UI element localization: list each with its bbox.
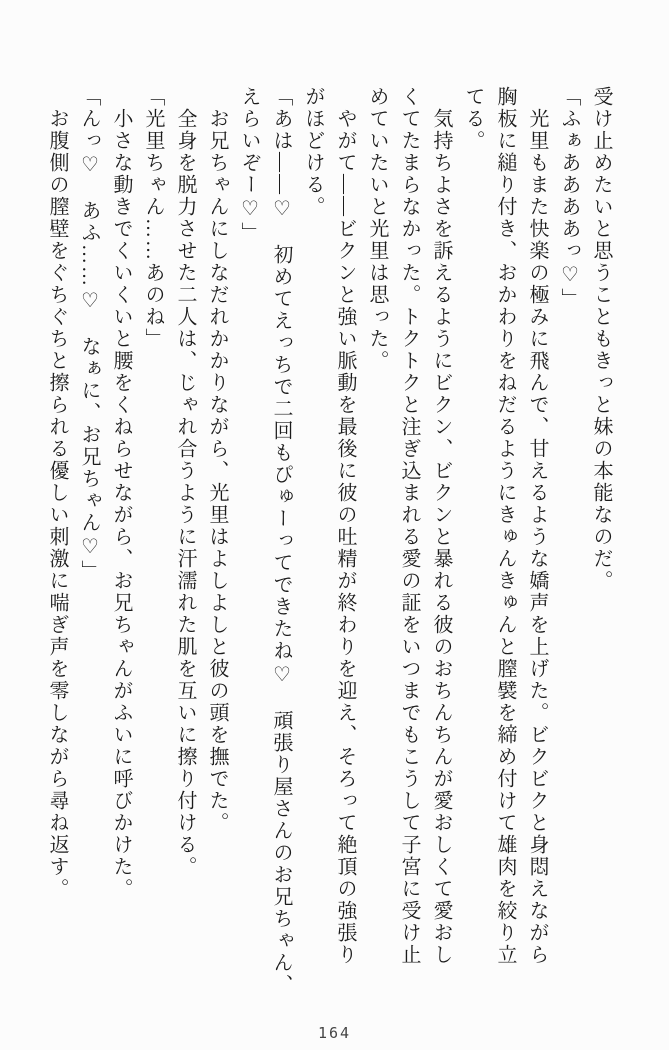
text-column: 全身を脱力させた二人は、じゃれ合うように汗濡れた肌を互いに擦り付ける。 bbox=[174, 86, 196, 878]
text-column: てる。 bbox=[462, 86, 484, 152]
text-column: 「んっ♡ あふ……♡ なぁに、お兄ちゃん♡」 bbox=[78, 86, 100, 582]
text-column: お腹側の膣壁をぐちぐちと擦られる優しい刺激に喘ぎ声を零しながら尋ね返す。 bbox=[46, 86, 68, 900]
text-block bbox=[41, 86, 617, 996]
text-column: がほどける。 bbox=[302, 86, 324, 218]
text-column: やがて――ビクンと強い脈動を最後に彼の吐精が終わりを迎え、そろって絶頂の強張り bbox=[334, 86, 356, 966]
text-column: 小さな動きでくいくいと腰をくねらせながら、お兄ちゃんがふいに呼びかけた。 bbox=[110, 86, 132, 900]
text-column: 受け止めたいと思うこともきっと妹の本能なのだ。 bbox=[590, 86, 612, 592]
text-column: 「あは――♡ 初めてえっちで二回もぴゅーってできたね♡ 頑張り屋さんのお兄ちゃん、 bbox=[270, 86, 292, 996]
page-number: 164 bbox=[317, 1024, 352, 1042]
text-column: 気持ちよさを訴えるようにビクン、ビクンと暴れる彼のおちんちんが愛おしくて愛おし bbox=[430, 86, 452, 966]
text-column: くてたまらなかった。トクトクと注ぎ込まれる愛の証をいつまでもこうして子宮に受け止 bbox=[398, 86, 420, 966]
text-column: 「ふぁああああっ♡」 bbox=[558, 86, 580, 310]
text-column: えらいぞー♡」 bbox=[238, 86, 260, 244]
text-column: めていたいと光里は思った。 bbox=[366, 86, 388, 372]
text-column: 光里もまた快楽の極みに飛んで、甘えるような嬌声を上げた。ビクビクと身悶えながら bbox=[526, 86, 548, 966]
text-column: 胸板に縋り付き、おかわりをねだるようにきゅんきゅんと膣襞を締め付けて雄肉を絞り立 bbox=[494, 86, 516, 966]
text-column: お兄ちゃんにしなだれかかりながら、光里はよしよしと彼の頭を撫でた。 bbox=[206, 86, 228, 834]
text-column: 「光里ちゃん……あのね」 bbox=[142, 86, 164, 350]
